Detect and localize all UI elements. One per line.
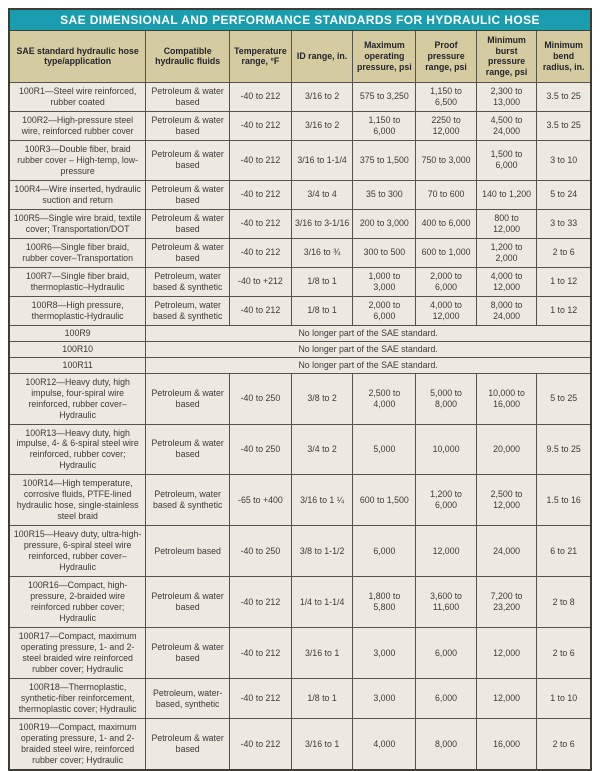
cell-burst: 24,000 [476,526,537,577]
table-title: SAE DIMENSIONAL AND PERFORMANCE STANDARDS FOR HYDRAULIC HOSE [9,9,591,31]
cell-bend: 3.5 to 25 [537,111,591,140]
table-row [9,719,591,770]
cell-id: 3/8 to 2 [291,373,353,424]
cell-id: 3/16 to 1 ¼ [291,475,353,526]
cell-proof: 6,000 [416,679,477,719]
cell-id: 3/4 to 2 [291,424,353,475]
cell-temp: -40 to 212 [230,180,292,209]
cell-proof: 600 to 1,000 [416,238,477,267]
column-header-3: Temperature range, °F [230,31,292,83]
cell-fluids: Petroleum & water based [146,82,230,111]
cell-proof: 12,000 [416,526,477,577]
cell-fluids: Petroleum & water based [146,209,230,238]
cell-type: 100R12—Heavy duty, high impulse, four-spiral wire reinforced, rubber cover–Hydraulic [9,373,146,424]
cell-burst: 20,000 [476,424,537,475]
cell-temp: -40 to 212 [230,238,292,267]
cell-bend: 2 to 6 [537,238,591,267]
cell-burst: 140 to 1,200 [476,180,537,209]
table-row [9,140,591,180]
column-header-6: Proof pressure range, psi [416,31,477,83]
cell-fluids: Petroleum & water based [146,628,230,679]
cell-temp: -40 to 212 [230,111,292,140]
cell-max_op: 1,150 to 6,000 [353,111,416,140]
cell-max_op: 2,000 to 6,000 [353,296,416,325]
cell-temp: -40 to 212 [230,628,292,679]
cell-bend: 3.5 to 25 [537,82,591,111]
cell-temp: -40 to 212 [230,679,292,719]
cell-type: 100R1—Steel wire reinforced, rubber coated [9,82,146,111]
cell-id: 3/4 to 4 [291,180,353,209]
cell-bend: 1 to 12 [537,267,591,296]
cell-bend: 5 to 24 [537,180,591,209]
cell-fluids: Petroleum, water based & synthetic [146,475,230,526]
cell-max_op: 1,000 to 3,000 [353,267,416,296]
cell-id: 3/16 to 2 [291,111,353,140]
cell-type: 100R15—Heavy duty, ultra-high-pressure, 6-spiral steel wire reinforced, rubber cover–Hydraulic [9,526,146,577]
cell-bend: 3 to 10 [537,140,591,180]
table-row [9,526,591,577]
cell-proof: 3,600 to 11,600 [416,577,477,628]
cell-temp: -40 to 250 [230,424,292,475]
cell-max_op: 375 to 1,500 [353,140,416,180]
cell-id: 3/16 to 3-1/16 [291,209,353,238]
cell-burst: 4,500 to 24,000 [476,111,537,140]
column-header-8: Minimum bend radius, in. [537,31,591,83]
title-bar [9,9,591,31]
cell-burst: 1,200 to 2,000 [476,238,537,267]
cell-proof: 1,200 to 6,000 [416,475,477,526]
cell-max_op: 200 to 3,000 [353,209,416,238]
cell-burst: 1,500 to 6,000 [476,140,537,180]
cell-burst: 12,000 [476,628,537,679]
column-header-row [9,31,591,83]
cell-max_op: 5,000 [353,424,416,475]
cell-id: 1/8 to 1 [291,267,353,296]
table-row [9,475,591,526]
table-row [9,238,591,267]
cell-proof: 4,000 to 12,000 [416,296,477,325]
cell-fluids: Petroleum & water based [146,238,230,267]
cell-type: 100R8—High pressure, thermoplastic-Hydraulic [9,296,146,325]
cell-type: 100R16—Compact, high-pressure, 2-braided wire reinforced rubber cover; Hydraulic [9,577,146,628]
cell-bend: 5 to 25 [537,373,591,424]
table-row [9,577,591,628]
cell-id: 1/4 to 1-1/4 [291,577,353,628]
cell-type: 100R10 [9,341,146,357]
column-header-7: Minimum burst pressure range, psi [476,31,537,83]
cell-type: 100R5—Single wire braid, textile cover; Transportation/DOT [9,209,146,238]
cell-bend: 2 to 6 [537,628,591,679]
cell-id: 3/16 to 2 [291,82,353,111]
cell-max_op: 1,800 to 5,800 [353,577,416,628]
cell-temp: -65 to +400 [230,475,292,526]
cell-burst: 800 to 12,000 [476,209,537,238]
cell-max_op: 4,000 [353,719,416,770]
cell-bend: 3 to 33 [537,209,591,238]
cell-type: 100R2—High-pressure steel wire, reinforced rubber cover [9,111,146,140]
cell-type: 100R19—Compact, maximum operating pressure, 1- and 2-braided steel wire, reinforced rubber cover; Hydraulic [9,719,146,770]
cell-bend: 1 to 10 [537,679,591,719]
cell-burst: 16,000 [476,719,537,770]
cell-bend: 1 to 12 [537,296,591,325]
cell-fluids: Petroleum, water-based, synthetic [146,679,230,719]
cell-temp: -40 to 212 [230,296,292,325]
cell-id: 3/16 to 1 [291,719,353,770]
cell-merged-note: No longer part of the SAE standard. [146,341,591,357]
table-row [9,628,591,679]
cell-type: 100R11 [9,357,146,373]
cell-type: 100R4—Wire inserted, hydraulic suction and return [9,180,146,209]
cell-type: 100R18—Thermoplastic, synthetic-fiber reinforcement, thermoplastic cover; Hydraulic [9,679,146,719]
column-header-2: Compatible hydraulic fluids [146,31,230,83]
cell-burst: 8,000 to 24,000 [476,296,537,325]
cell-id: 3/16 to ¾ [291,238,353,267]
table-row [9,679,591,719]
cell-burst: 2,300 to 13,000 [476,82,537,111]
table-row [9,296,591,325]
cell-proof: 2,000 to 6,000 [416,267,477,296]
cell-bend: 6 to 21 [537,526,591,577]
cell-fluids: Petroleum & water based [146,111,230,140]
cell-max_op: 3,000 [353,628,416,679]
cell-max_op: 35 to 300 [353,180,416,209]
cell-temp: -40 to 212 [230,719,292,770]
cell-temp: -40 to 212 [230,209,292,238]
cell-fluids: Petroleum based [146,526,230,577]
cell-max_op: 6,000 [353,526,416,577]
table-row [9,357,591,373]
cell-proof: 10,000 [416,424,477,475]
cell-type: 100R6—Single fiber braid, rubber cover–Transportation [9,238,146,267]
cell-burst: 7,200 to 23,200 [476,577,537,628]
cell-type: 100R13—Heavy duty, high impulse, 4- & 6-spiral steel wire reinforced, rubber cover; Hydraulic [9,424,146,475]
cell-merged-note: No longer part of the SAE standard. [146,325,591,341]
table-body [9,82,591,770]
cell-type: 100R9 [9,325,146,341]
table-row [9,180,591,209]
cell-temp: -40 to +212 [230,267,292,296]
cell-id: 3/16 to 1 [291,628,353,679]
cell-type: 100R17—Compact, maximum operating pressure, 1- and 2-steel braided wire reinforced rubber cover; Hydraulic [9,628,146,679]
cell-proof: 5,000 to 8,000 [416,373,477,424]
cell-max_op: 575 to 3,250 [353,82,416,111]
cell-temp: -40 to 250 [230,373,292,424]
table-row [9,267,591,296]
cell-bend: 1.5 to 16 [537,475,591,526]
cell-type: 100R3—Double fiber, braid rubber cover – High-temp, low-pressure [9,140,146,180]
cell-type: 100R14—High temperature, corrosive fluids, PTFE-lined hydraulic hose, single-stainless steel braid [9,475,146,526]
table-row [9,209,591,238]
cell-temp: -40 to 212 [230,140,292,180]
table-row [9,424,591,475]
table-row [9,82,591,111]
cell-burst: 2,500 to 12,000 [476,475,537,526]
cell-fluids: Petroleum, water based & synthetic [146,296,230,325]
table-row [9,111,591,140]
cell-burst: 10,000 to 16,000 [476,373,537,424]
cell-bend: 9.5 to 25 [537,424,591,475]
cell-id: 3/16 to 1-1/4 [291,140,353,180]
cell-bend: 2 to 6 [537,719,591,770]
cell-fluids: Petroleum & water based [146,577,230,628]
column-header-4: ID range, in. [291,31,353,83]
cell-burst: 12,000 [476,679,537,719]
cell-merged-note: No longer part of the SAE standard. [146,357,591,373]
cell-proof: 2250 to 12,000 [416,111,477,140]
cell-bend: 2 to 8 [537,577,591,628]
table-row [9,373,591,424]
cell-fluids: Petroleum & water based [146,424,230,475]
cell-temp: -40 to 212 [230,577,292,628]
cell-fluids: Petroleum, water based & synthetic [146,267,230,296]
cell-fluids: Petroleum & water based [146,373,230,424]
cell-temp: -40 to 212 [230,82,292,111]
cell-fluids: Petroleum & water based [146,140,230,180]
cell-fluids: Petroleum & water based [146,180,230,209]
column-header-5: Maximum operating pressure, psi [353,31,416,83]
cell-max_op: 300 to 500 [353,238,416,267]
sae-standards-table [8,8,592,771]
cell-proof: 400 to 6,000 [416,209,477,238]
table-row [9,325,591,341]
table-row [9,341,591,357]
cell-proof: 6,000 [416,628,477,679]
cell-id: 1/8 to 1 [291,679,353,719]
cell-proof: 750 to 3,000 [416,140,477,180]
cell-id: 1/8 to 1 [291,296,353,325]
cell-proof: 70 to 600 [416,180,477,209]
cell-proof: 1,150 to 6,500 [416,82,477,111]
cell-id: 3/8 to 1-1/2 [291,526,353,577]
cell-fluids: Petroleum & water based [146,719,230,770]
cell-burst: 4,000 to 12,000 [476,267,537,296]
column-header-1: SAE standard hydraulic hose type/application [9,31,146,83]
cell-max_op: 600 to 1,500 [353,475,416,526]
cell-max_op: 3,000 [353,679,416,719]
cell-proof: 8,000 [416,719,477,770]
cell-type: 100R7—Single fiber braid, thermoplastic–Hydraulic [9,267,146,296]
cell-max_op: 2,500 to 4,000 [353,373,416,424]
cell-temp: -40 to 250 [230,526,292,577]
